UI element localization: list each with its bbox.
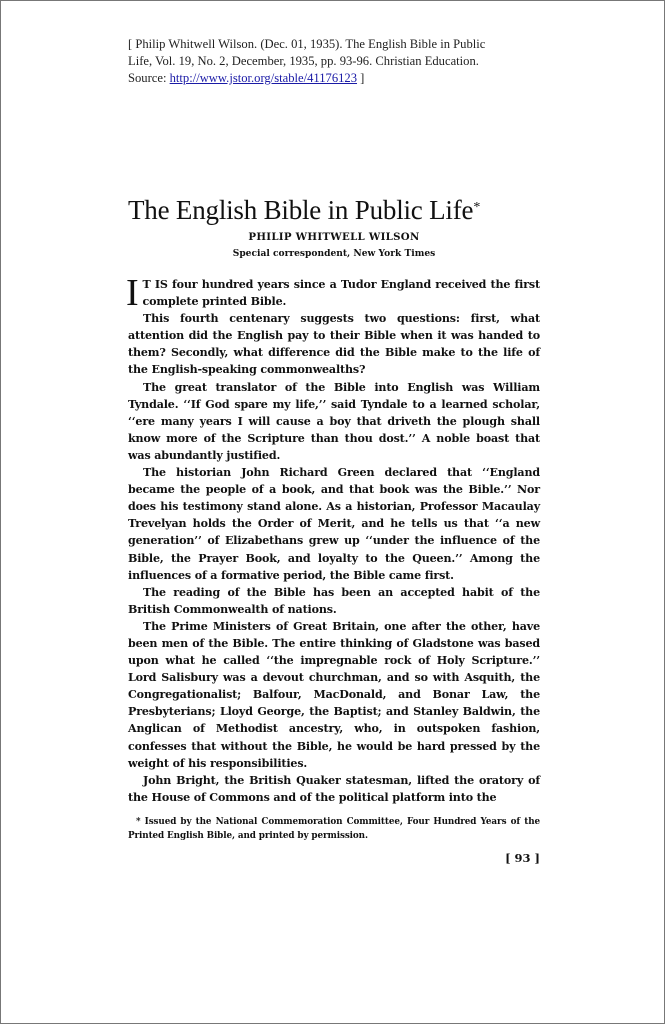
article-body	[126, 272, 540, 806]
article-author: PHILIP WHITWELL WILSON	[248, 231, 420, 243]
paragraph-7: John Bright, the British Quaker statesman, lifted the oratory of the House of Commons and of the political platform into the	[128, 773, 540, 804]
citation-source-line	[128, 70, 548, 87]
citation-line-1: [ Philip Whitwell Wilson. (Dec. 01, 1935). The English Bible in Public	[128, 37, 486, 51]
article-title-text: The English Bible in Public Life	[128, 195, 474, 225]
page-number: [ 93 ]	[505, 850, 540, 865]
paragraph-5: The reading of the Bible has been an accepted habit of the British Commonwealth of nations.	[128, 585, 540, 616]
citation-block	[128, 36, 548, 87]
paragraph-6: The Prime Ministers of Great Britain, one after the other, have been men of the Bible. The entire thinking of Gladstone was based upon what he called ‘‘the impregnable rock of Holy Scripture.’’ Lord Salisbury was a devout churchman, and so with Asquith, the Congregationalist; Balfour, MacDonald, and Bonar Law, the Presbyterians; Lloyd George, the Baptist; and Stanley Baldwin, the Anglican of Methodist ancestry, who, in outspoken fashion, confesses that without the Bible, he would be hard pressed by the weight of his responsibilities.	[128, 619, 540, 770]
drop-cap: I	[126, 272, 139, 314]
footnote: * Issued by the National Commemoration Committee, Four Hundred Years of the Printed English Bible, and printed by permission.	[128, 816, 540, 842]
citation-line-2: Life, Vol. 19, No. 2, December, 1935, pp. 93-96. Christian Education.	[128, 54, 479, 68]
citation-close-bracket: ]	[357, 71, 365, 85]
citation-source-label: Source:	[128, 71, 170, 85]
title-footnote-mark: *	[473, 200, 481, 215]
paragraph-4: The historian John Richard Green declared that ‘‘England became the people of a book, and that book was the Bible.’’ Nor does his testimony stand alone. As a historian, Professor Macaulay Trevelyan holds the Order of Merit, and he tells us that ‘‘a new generation’’ of Elizabethans grew up ‘‘under the influence of the Bible, the Prayer Book, and loyalty to the Queen.’’ Among the influences of a formative period, the Bible came first.	[128, 466, 540, 582]
citation-source-link[interactable]: http://www.jstor.org/stable/41176123	[169, 71, 358, 85]
paragraph-3: The great translator of the Bible into English was William Tyndale. ‘‘If God spare my life,’’ said Tyndale to a learned scholar, ‘‘ere many years I will cause a boy that driveth the plough shall know more of the Scripture than thou dost.’’ A noble boast that was abundantly justified.	[128, 380, 540, 462]
paragraph-2: This fourth centenary suggests two questions: first, what attention did the English pay to their Bible when it was handed to them? Secondly, what difference did the Bible make to the life of the English-speaking commonwealths?	[128, 312, 540, 377]
article-affiliation: Special correspondent, New York Times	[232, 248, 436, 259]
article	[128, 194, 540, 866]
paragraph-1-text: T IS four hundred years since a Tudor England received the first complete printed Bible.	[142, 278, 540, 309]
paragraph-1	[126, 272, 540, 314]
article-title	[128, 194, 540, 226]
